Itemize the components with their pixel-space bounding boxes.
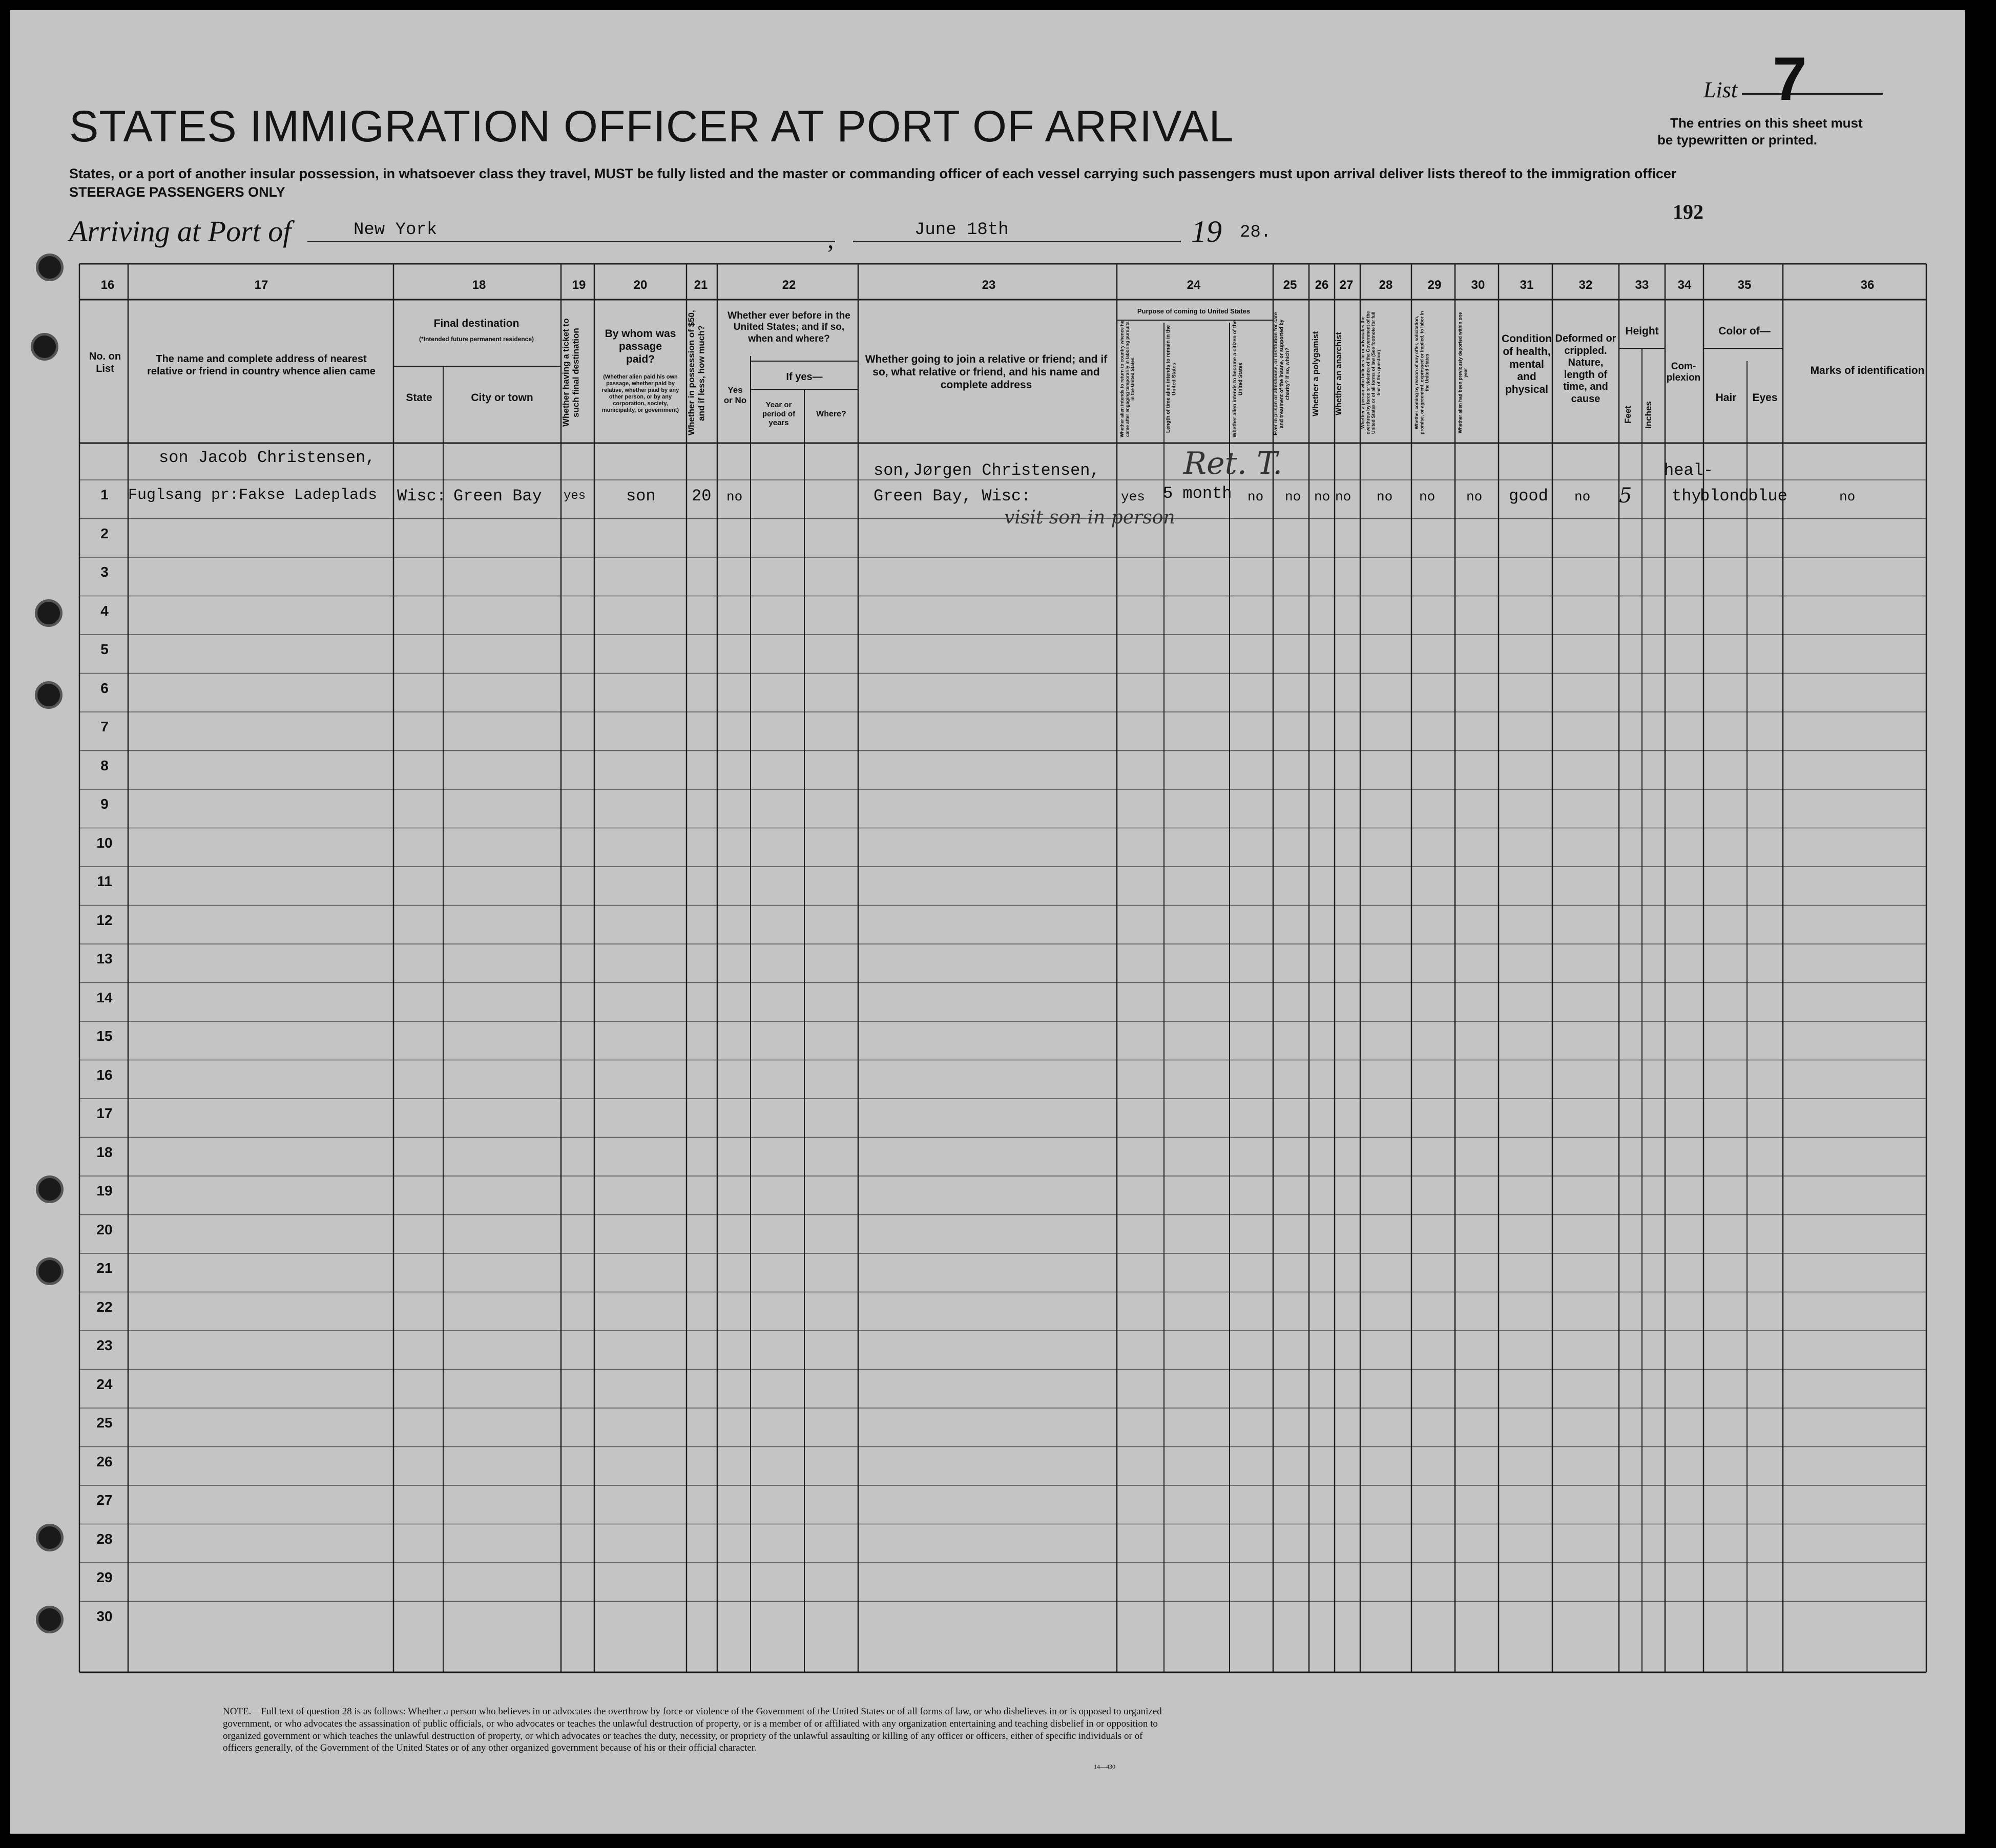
header-polygamist: Whether a polygamist [1312,331,1320,417]
length-of-stay-value: 5 month [1163,484,1232,503]
header-passage-paid: By whom was passage paid? [605,328,676,365]
row-number: 17 [96,1105,113,1121]
header-final-destination-note: (*Intended future permanent residence) [419,335,534,343]
row-number: 14 [96,989,113,1005]
joining-relative-name: son,Jørgen Christensen, [874,461,1100,480]
row-number: 27 [96,1492,113,1508]
header-where: Where? [816,410,846,418]
column-number: 22 [782,278,796,292]
column-number: 30 [1471,278,1485,292]
column-number: 32 [1578,278,1593,292]
header-prison: Ever in prison or almshouse, or institution for care and treatment of the insane, or supported by charity? If so, which? [1273,312,1291,436]
citizen-value: no [1248,489,1264,505]
anarchist-value: no [1335,489,1352,505]
list-label: List [1703,77,1738,102]
row-number: 18 [96,1144,113,1160]
row-number: 24 [96,1376,113,1392]
header-final-destination: Final destination [433,318,519,329]
complexion-line2: thy [1672,487,1701,506]
header-no-on-list: No. on List [89,351,121,374]
column-number: 24 [1187,278,1201,292]
row-number: 7 [100,719,109,734]
list-number: 7 [1773,45,1807,113]
header-citizen-intent: Whether alien intends to become a citizen of the United States [1232,320,1244,438]
typewritten-notice-line2: be typewritten or printed. [1657,132,1818,148]
form-code: 14—430 [1094,1763,1115,1770]
height-feet-value: 5 [1619,484,1632,508]
row-number: 26 [96,1453,113,1469]
row-number: 15 [96,1028,113,1044]
eyes-value: blue [1748,487,1787,506]
row-number: 2 [100,525,109,541]
year-prefix: 19 [1191,215,1222,248]
row-number: 5 [100,641,109,657]
header-ticket: Whether having a ticket to such final destination [561,318,581,427]
header-yes-or-no: Yes or No [723,385,747,406]
header-color-of: Color of— [1718,325,1771,337]
column-number: 34 [1677,278,1692,292]
column-number: 16 [100,278,115,292]
column-number: 21 [694,278,708,292]
port-value: New York [354,220,438,240]
header-eyes: Eyes [1752,392,1778,404]
row-number: 3 [100,564,109,580]
joining-relative-address: Green Bay, Wisc: [874,487,1031,506]
header-period: Year or period of years [762,401,796,428]
row-number: 19 [96,1183,113,1199]
header-length-of-stay: Length of time alien intends to remain in the United States [1166,325,1177,433]
column-number: 25 [1283,278,1297,292]
passage-paid-value: son [626,487,656,506]
arriving-label: Arriving at Port of [69,215,292,248]
marks-value: no [1839,489,1856,505]
steerage-label: STEERAGE PASSENGERS ONLY [69,184,285,200]
header-passage-paid-note: (Whether alien paid his own passage, whether paid by relative, whether paid by any other person, or by any corporation, society, municipality, or government) [601,374,679,413]
row-number: 4 [100,602,109,619]
row-number: 16 [96,1066,113,1083]
destination-city: Green Bay [453,487,542,506]
year-suffix: 28. [1240,223,1272,242]
header-before-in-us: Whether ever before in the United States; and if so, when and where? [727,310,850,344]
header-state: State [406,392,432,404]
row-number: 10 [96,834,113,851]
row-number: 22 [96,1298,113,1315]
row-number: 9 [100,796,109,812]
row-number: 12 [96,912,113,928]
header-health: Condition of health, mental and physical [1502,333,1552,396]
relative-address: Fuglsang pr:Fakse Ladeplads [128,487,378,504]
health-value: good [1509,487,1548,506]
row-number: 1 [100,487,109,502]
column-number: 17 [254,278,268,292]
header-deformed: Deformed or crippled. Nature, length of time, and cause [1555,333,1616,405]
header-money: Whether in possession of $50, and if less, how much? [687,310,706,436]
typewritten-notice-line1: The entries on this sheet must [1670,115,1863,131]
ticket-value: yes [564,489,586,503]
header-height: Height [1625,325,1659,337]
column-number: 26 [1315,278,1329,292]
printed-year: 192 [1673,200,1703,223]
return-intent-value: yes [1121,489,1145,505]
handwritten-return-ticket: Ret. T. [1183,446,1283,481]
row-number: 30 [96,1608,113,1624]
deported-value: no [1466,489,1483,505]
destination-state: Wisc: [397,487,447,506]
column-number: 35 [1737,278,1752,292]
row-number: 13 [96,951,113,967]
money-value: 20 [692,487,712,506]
row-number: 11 [97,873,112,889]
header-marks: Marks of identification [1810,365,1925,376]
column-number: 20 [633,278,648,292]
header-city: City or town [471,392,533,404]
hair-value: blond [1700,487,1750,506]
overthrow-value: no [1377,489,1393,505]
polygamist-value: no [1314,489,1330,505]
page-title: STATES IMMIGRATION OFFICER AT PORT OF ARRIVAL [69,102,1234,151]
row-number: 21 [96,1260,113,1276]
column-number: 19 [572,278,586,292]
header-if-yes: If yes— [786,371,823,383]
prison-value: no [1285,489,1301,505]
instructions-text: States, or a port of another insular possession, in whatsoever class they travel, MUST be fully listed and the master or commanding officer of each vessel carrying such passengers must upon arrival deliver lists thereof to the immigration officer [69,166,1677,181]
row-number: 28 [96,1530,113,1547]
column-number: 33 [1635,278,1649,292]
row-number: 8 [100,757,109,773]
column-number: 29 [1427,278,1442,292]
header-overthrow: Whether a person who believes in or advocates the overthrow by force or violence of the Government of the United States or of all forms of law (See footnote for full text of this question) [1360,311,1382,434]
header-joining-relative: Whether going to join a relative or friend; and if so, what relative or friend, and his name and complete address [865,353,1108,391]
header-labor-offer: Whether coming by reason of any offer, solicitation, promise, or agreement, expressed or implied, to labor in the United States [1414,311,1430,434]
header-return-intent: Whether alien intends to return to country whence he came after engaging temporarily in laboring pursuits in the United States [1119,320,1135,438]
arrival-date: June 18th [914,220,1009,240]
header-purpose: Purpose of coming to United States [1137,307,1251,315]
row-number: 23 [96,1337,113,1353]
header-hair: Hair [1715,392,1737,404]
row-number: 6 [100,680,109,696]
column-number: 18 [472,278,486,292]
row-number: 20 [96,1221,113,1237]
relative-name: son Jacob Christensen, [159,448,376,467]
header-inches: Inches [1644,401,1653,429]
deformed-value: no [1574,489,1591,505]
before-in-us-value: no [726,489,743,505]
comma: , [827,225,834,254]
column-number: 31 [1520,278,1534,292]
column-number: 36 [1860,278,1875,292]
header-complexion: Com-plexion [1666,361,1701,384]
handwritten-visit-note: visit son in person [1004,507,1175,528]
footnote-question-28: NOTE.—Full text of question 28 is as follows: Whether a person who believes in or advocates the overthrow by force or violence of the Government of the United States or of all forms of law, or who disbelieves in or is opposed to organized government, or who advocates the assassination of public officials, or who advocates or teaches the unlawful destruction of property, or is a member of or affiliated with any organization entertaining and teaching disbelief in or opposition to organized government or which teaches the unlawful destruction of property, or which advocates or teaches the duty, necessity, or propriety of the unlawful assaulting or killing of any officer or officers, either of specific individuals or of officers generally, of the Government of the United States or of any other organized government because of his or their official character. [223,1706,1162,1754]
header-deported: Whether alien had been previously deported within one year [1458,312,1468,433]
row-number: 25 [96,1415,113,1431]
header-relative-address: The name and complete address of nearest relative or friend in country whence alien came [147,353,376,377]
header-anarchist: Whether an anarchist [1335,332,1343,416]
row-number: 29 [96,1569,113,1585]
column-number: 27 [1339,278,1354,292]
complexion-line1: heal- [1664,461,1714,480]
header-feet: Feet [1623,406,1633,424]
column-number: 23 [982,278,996,292]
column-number: 28 [1379,278,1393,292]
labor-offer-value: no [1419,489,1436,505]
